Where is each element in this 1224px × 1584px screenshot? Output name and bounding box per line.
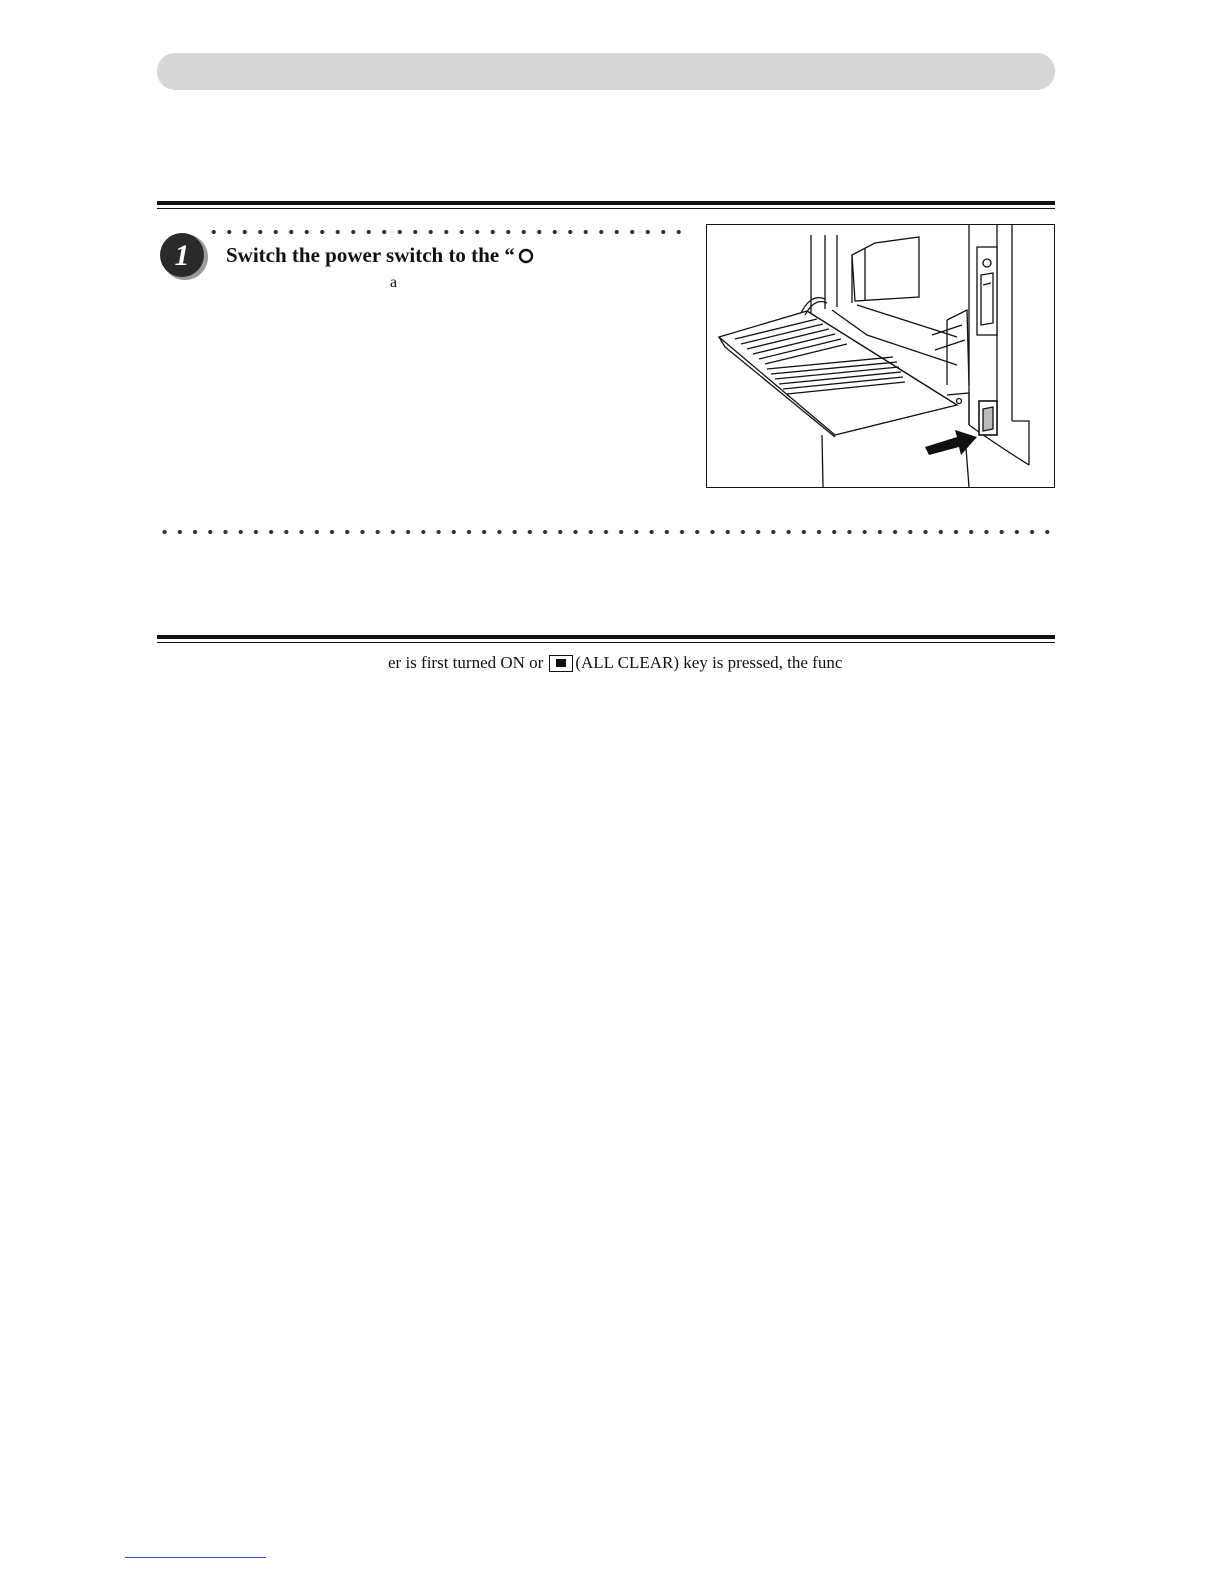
note-paragraph [388,653,842,673]
note-text-after: (ALL CLEAR) key is pressed, the func [575,653,843,672]
section-rule-bottom [157,635,1055,643]
step-title [226,243,534,268]
step-subtext: a [390,274,398,291]
machine-side-drawing [707,225,1054,487]
section-rule-top [157,201,1055,209]
all-clear-key-icon [549,655,573,672]
step-number-icon [160,230,216,286]
svg-text:1: 1 [174,239,190,272]
dotted-divider-section [157,529,1055,535]
dotted-divider-step [206,229,686,235]
circle-off-symbol-icon [518,248,534,264]
step-title-text: Switch the power switch to the “ [226,243,515,267]
note-text-before: er is first turned ON or [388,653,544,672]
step-number-badge [160,230,216,286]
footer-link-underline[interactable] [125,1557,266,1558]
power-switch-illustration [706,224,1055,488]
header-bar [157,53,1055,90]
